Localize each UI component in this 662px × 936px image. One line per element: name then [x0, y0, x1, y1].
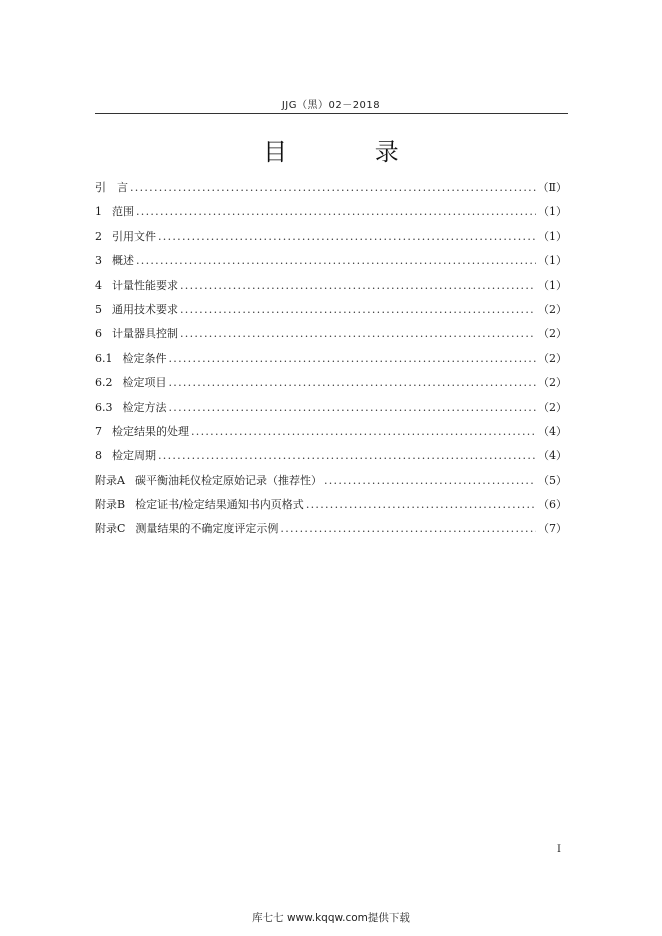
toc-entry[interactable] [95, 496, 567, 520]
toc-entry-number: 2 [95, 229, 102, 243]
toc-leader-dots [324, 472, 536, 490]
toc-entry[interactable] [95, 252, 567, 276]
toc-entry-number: 6.1 [95, 351, 113, 365]
toc-entry-label: 计量器具控制 [112, 327, 178, 341]
toc-entry-page: （1） [538, 254, 567, 268]
footer-credit: 库七七 www.kqqw.com提供下载 [252, 912, 410, 924]
toc-entry-number: 5 [95, 302, 102, 316]
toc-entry-label: 检定项目 [122, 376, 167, 390]
toc-entry-page: （2） [538, 327, 567, 341]
toc-entry[interactable] [95, 423, 567, 447]
toc-entry[interactable] [95, 228, 567, 252]
toc-leader-dots [169, 350, 537, 368]
toc-entry-page: （4） [538, 449, 567, 463]
toc-leader-dots [191, 423, 536, 441]
toc-entry[interactable] [95, 301, 567, 325]
toc-leader-dots [180, 301, 536, 319]
toc-entry-page: （Ⅱ） [537, 181, 567, 194]
toc-entry-page: （7） [538, 522, 567, 536]
toc-entry[interactable] [95, 520, 567, 544]
toc-entry[interactable] [95, 472, 567, 496]
toc-entry-label: 测量结果的不确定度评定示例 [135, 522, 279, 536]
toc-leader-dots [306, 496, 536, 514]
toc-entry-label: 引用文件 [112, 229, 156, 243]
toc-leader-dots [130, 179, 536, 197]
toc-entry[interactable] [95, 399, 567, 423]
toc-entry[interactable] [95, 203, 567, 227]
toc-entry-number: 8 [95, 449, 102, 463]
toc-entry[interactable] [95, 350, 567, 374]
toc-entry-number: 4 [95, 278, 102, 292]
toc-entry-number: 1 [95, 205, 102, 219]
toc-entry-label: 范围 [112, 205, 134, 219]
toc-leader-dots [280, 520, 536, 538]
toc-leader-dots [180, 277, 536, 295]
toc-entry-page: （1） [538, 278, 567, 292]
page-title: 目 录 [263, 138, 439, 166]
toc-entry[interactable] [95, 447, 567, 471]
toc-entry-page: （2） [538, 302, 567, 316]
toc-entry-page: （6） [538, 498, 567, 512]
toc-entry[interactable] [95, 179, 567, 203]
toc-entry-page: （1） [538, 229, 567, 243]
toc-entry-page: （2） [538, 400, 567, 414]
toc-leader-dots [169, 374, 537, 392]
toc-entry-label: 引 言 [95, 181, 128, 194]
toc-entry-number: 6.3 [95, 400, 113, 414]
toc-entry-label: 检定条件 [122, 351, 167, 365]
toc-entry-number: 3 [95, 254, 102, 268]
toc-entry[interactable] [95, 374, 567, 398]
page-number: Ⅰ [557, 844, 561, 855]
toc-entry-page: （4） [538, 424, 567, 438]
toc-entry-page: （2） [538, 351, 567, 365]
toc-entry-number: 附录C [95, 522, 126, 536]
toc-entry-page: （1） [538, 205, 567, 219]
toc-entry-label: 碳平衡油耗仪检定原始记录（推荐性） [134, 473, 322, 487]
toc-leader-dots [136, 203, 536, 221]
toc-entry-number: 7 [95, 424, 102, 438]
header-divider [95, 113, 568, 114]
toc-entry-number: 6 [95, 327, 102, 341]
toc-entry-label: 检定方法 [122, 400, 167, 414]
toc-entry-number: 附录A [95, 473, 125, 487]
toc-entry[interactable] [95, 277, 567, 301]
standard-code: JJG（黑）02－2018 [281, 100, 381, 111]
toc-entry-number: 附录B [95, 498, 126, 512]
toc-entry-label: 检定证书/检定结果通知书内页格式 [135, 498, 304, 512]
toc-entry-label: 计量性能要求 [112, 278, 178, 292]
toc-entry-label: 检定结果的处理 [112, 424, 189, 438]
toc-entry-label: 检定周期 [112, 449, 156, 463]
toc-leader-dots [180, 325, 536, 343]
toc-leader-dots [169, 399, 537, 417]
toc-entry[interactable] [95, 325, 567, 349]
toc-entry-label: 概述 [112, 254, 134, 268]
toc-entry-page: （5） [538, 473, 567, 487]
toc-leader-dots [136, 252, 536, 270]
toc-leader-dots [158, 447, 536, 465]
toc-entry-page: （2） [538, 376, 567, 390]
table-of-contents [95, 179, 567, 545]
toc-leader-dots [158, 228, 536, 246]
toc-entry-label: 通用技术要求 [112, 302, 178, 316]
toc-entry-number: 6.2 [95, 376, 113, 390]
